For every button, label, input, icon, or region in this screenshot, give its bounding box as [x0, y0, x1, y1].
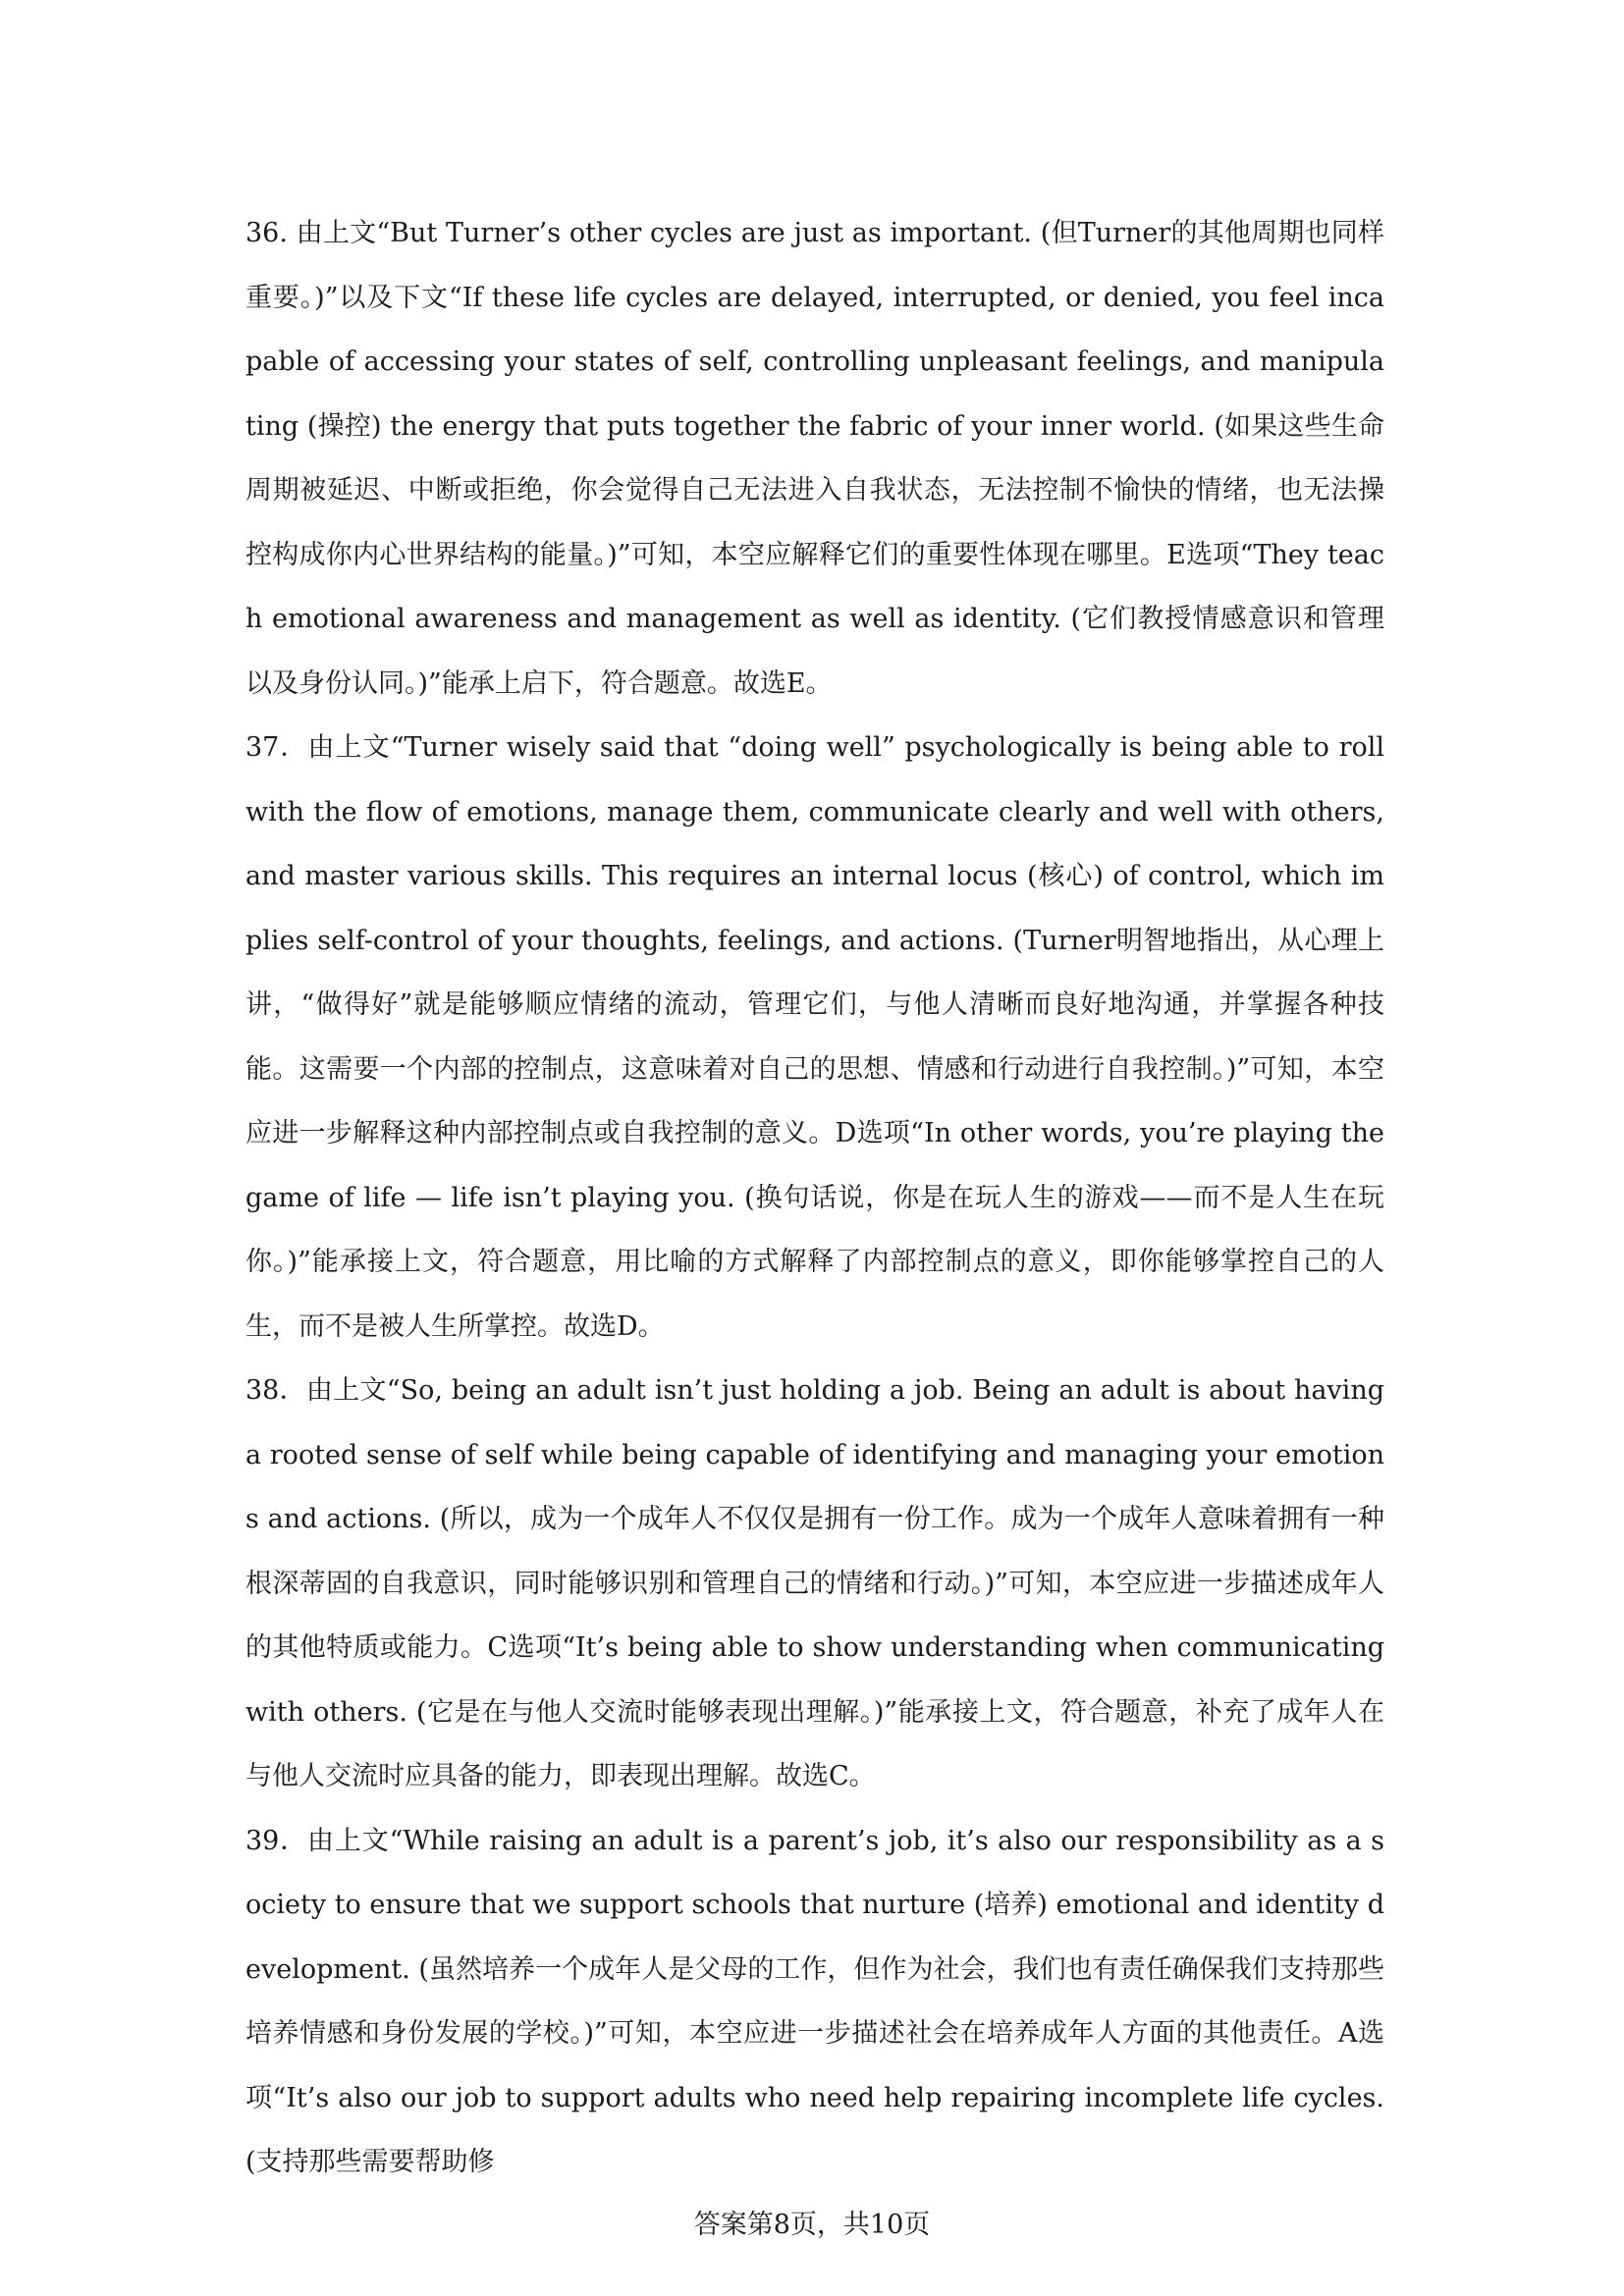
answer-38-explanation: 38．由上文“So, being an adult isn’t just holding a job. Being an adult is about having a rooted sense of self while being capable of identifying and managing your emotions and actions. (所以，成为一个成年人不仅仅是拥有一份工作。成为一个成年人意味着拥有一种根深蒂固的自我意识，同时能够识别和管理自己的情绪和行动。)”可知，本空应进一步描述成年人的其他特质或能力。C选项“It’s being able to show understanding when communicating with others. (它是在与他人交流时能够表现出理解。)”能承接上文，符合题意，补充了成年人在与他人交流时应具备的能力，即表现出理解。故选C。 — [245, 1375, 1384, 1791]
answer-explanations — [245, 201, 1384, 2195]
answer-37-explanation: 37．由上文“Turner wisely said that “doing well” psychologically is being able to roll with the flow of emotions, manage them, communicate clearly and well with others, and master various skills. This requires an internal locus (核心) of control, which implies self-control of your thoughts, feelings, and actions. (Turner明智地指出，从心理上讲，“做得好”就是能够顺应情绪的流动，管理它们，与他人清晰而良好地沟通，并掌握各种技能。这需要一个内部的控制点，这意味着对自己的思想、情感和行动进行自我控制。)”可知，本空应进一步解释这种内部控制点或自我控制的意义。D选项“In other words, you’re playing the game of life — life isn’t playing you. (换句话说，你是在玩人生的游戏——而不是人生在玩你。)”能承接上文，符合题意，用比喻的方式解释了内部控制点的意义，即你能够掌控自己的人生，而不是被人生所掌控。故选D。 — [245, 732, 1384, 1342]
answer-39-explanation: 39．由上文“While raising an adult is a parent’s job, it’s also our responsibility as a society to ensure that we support schools that nurture (培养) emotional and identity development. (虽然培养一个成年人是父母的工作，但作为社会，我们也有责任确保我们支持那些培养情感和身份发展的学校。)”可知，本空应进一步描述社会在培养成年人方面的其他责任。A选项“It’s also our job to support adults who need help repairing incomplete life cycles. (支持那些需要帮助修 — [245, 1825, 1384, 2177]
answer-36-explanation: 36. 由上文“But Turner’s other cycles are just as important. (但Turner的其他周期也同样重要。)”以及下文“If these life cycles are delayed, interrupted, or denied, you feel incapable of accessing your states of self, controlling unpleasant feelings, and manipulating (操控) the energy that puts together the fabric of your inner world. (如果这些生命周期被延迟、中断或拒绝，你会觉得自己无法进入自我状态，无法控制不愉快的情绪，也无法操控构成你内心世界结构的能量。)”可知，本空应解释它们的重要性体现在哪里。E选项“They teach emotional awareness and management as well as identity. (它们教授情感意识和管理以及身份认同。)”能承上启下，符合题意。故选E。 — [245, 218, 1384, 699]
page-footer: 答案第8页，共10页 — [693, 2210, 931, 2240]
